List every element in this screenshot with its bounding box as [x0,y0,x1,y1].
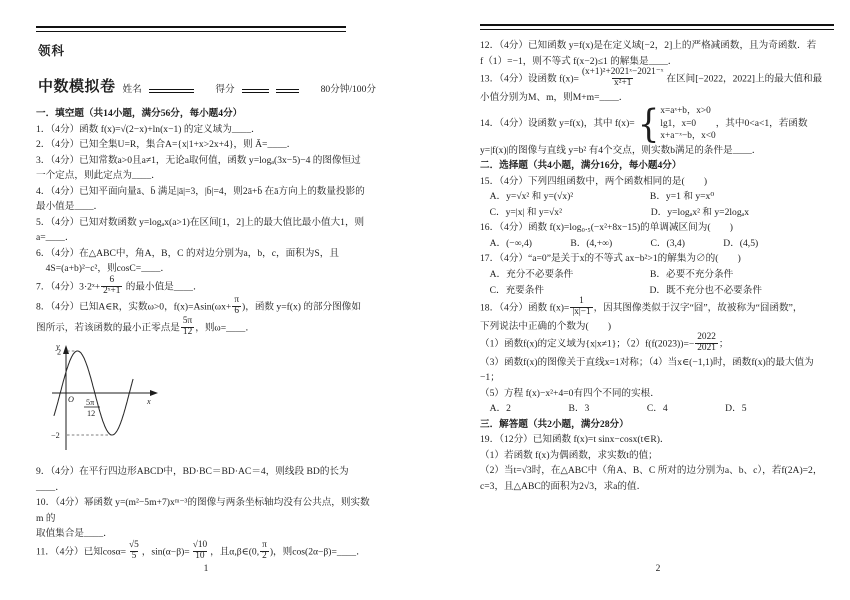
function-graph [50,343,166,455]
text-line: 6．（4分）在△ABC中，角A，B，C 的对边分别为a，b，c，面积为S，且 [36,247,339,259]
text-line: A．充分不必要条件 B．必要不充分条件 [480,268,734,280]
y-axis-label: y [56,343,60,352]
text-line: （2）当t=√3时，在△ABC中（角A、B、C 所对的边分别为a、b、c），若f(2A)=2， [480,465,823,477]
text-line: A．2 B．3 C．4 D．5 [480,403,747,415]
section-3-heading: 三．解答题（共2小题，满分28分） [480,418,629,430]
q14-prefix: 14．（4分）设函数 y=f(x)，其中 f(x)= [480,118,635,130]
question-14 [480,101,836,146]
text-line: （1）若函数 f(x)为偶函数，求实数t的值； [480,449,658,461]
y-max-label: 2 [57,347,62,357]
header-double-rule [480,24,834,30]
text-line: lg1，x=0 [660,118,697,129]
text-line: 17．（4分）“a=0”是关于x的不等式 ax−b²>1的解集为∅的( ) [480,253,741,265]
text-line: c=3，且△ABC的面积为2√3，求a的值． [480,480,647,492]
text-line: 8．（4分）已知A∈R，实数ω>0，f(x)=Asin(ωx+ $\frac{\pi}{6}$ )，函数 y=f(x) 的部分图像如 [36,295,361,317]
fraction: $\frac{√5}{5}$ [129,540,139,561]
exam-page-1 [36,26,376,574]
name-blank [149,88,194,93]
text-line: f（1）=−1，则不等式 f(x−2)≤1 的解集是____． [480,55,678,67]
text-line: 13．（4分）设函数 f(x)= $\frac{\text{(x+1)²+2021ˣ−2021⁻ˣ}}{\text{x²+1}}$ 在区间[−2022，2022]上的最大值和最 [480,67,823,88]
text-line: 图所示，若该函数的最小正零点是 $\frac{5\pi}{12}$ ，则ω=____． [36,315,255,337]
text-line: 1．（4分）函数 f(x)=√(2−x)+ln(x−1) 的定义域为____． [36,123,261,135]
questions-12-13 [480,38,836,105]
text-line: 10．（4分）幂函数 y=(m²−5m+7)xᵐ⁻³的图像与两条坐标轴均没有公共点，则实数m 的 [36,497,370,524]
text-line: 取值集合是____． [36,528,113,540]
q14-suffix: ，其中0<a<1，若函数 [715,118,808,130]
fraction: $\frac{\text{(x+1)²+2021ˣ−2021⁻ˣ}}{\text{x²+1}}$ [581,67,664,88]
text-line: x=aˣ+b，x>0 [660,106,711,117]
score-blank-1 [242,88,270,93]
questions-1-to-8 [36,122,376,339]
score-blank-2 [276,88,298,93]
exam-page-2 [480,24,836,574]
text-line: C．充要条件 D．既不充分也不必要条件 [480,284,762,296]
fraction: $\frac{6}{\text{2ˣ+1}}$ [103,274,121,296]
text-line: 15．（4分）下列四组函数中，两个函数相同的是( ) [480,175,708,187]
fraction: $\frac{√10}{10}$ [192,540,208,561]
text-line: 2．（4分）已知全集U=R，集合A={x|1+x>2x+4}，则 Ā=____． [36,139,297,151]
text-line: 小值分别为M、m，则M+m=____． [480,91,629,103]
text-line: 一个定点，则此定点为____． [36,170,161,182]
text-line: 11．（4分）已知cosα= $\frac{√5}{5}$ ，sin(α−β)= $\frac{√10}{10}$ ，且α,β∈(0, $\frac{\pi}{2}$ )，则cos(2α−β)=____． [36,540,366,561]
zero-numerator: 5π [86,398,95,408]
question-14-continued: y=|f(x)|的图像与直线 y=b² 有4个交点，则实数b满足的条件是____． [480,144,762,156]
header-double-rule [36,26,346,32]
fraction: $\frac{\pi}{6}$ [234,295,240,317]
score-label: 得分 [215,84,235,95]
question-8-figure [50,343,376,460]
questions-9-to-11 [36,464,376,562]
text-line: 3．（4分）已知常数a>0且a≠1，无论a取何值，函数 y=logₐ(3x−5)−4 的图像恒过 [36,154,361,166]
section-2-heading: 二．选择题（共4小题，满分16分，每小题4分） [480,160,682,172]
name-label: 姓名 [122,84,142,95]
text-line: 最小值是____． [36,201,104,213]
q14-cases [660,105,715,143]
text-line: 16．（4分）函数 f(x)=log₀.₅(−x²+8x−15)的单调减区间为( ) [480,222,733,234]
page-number-1: 1 [203,564,209,574]
question-19 [480,432,836,494]
text-line: −1； [480,372,500,384]
x-axis-label: x [147,397,151,407]
text-line: A．y=√x² 和 y=(√x)² B．y=1 和 y=x⁰ [480,191,715,203]
page-number-2: 2 [655,564,661,574]
text-line: （5）方程 f(x)−x²+4=0有四个不同的实根． [480,387,660,399]
text-line: 19．（12分）已知函数 f(x)=t sinx−cosx(t∈R)． [480,434,670,446]
y-axis-arrow [63,345,69,354]
text-line: 18．（4分）函数 f(x)= $\frac{1}{|x|-1}$ ，因其图像类似于汉字“囧”，故被称为“囧函数”， [480,296,803,317]
text-line: 下列说法中正确的个数为( ) [480,320,612,332]
text-line: 9．（4分）在平行四边形ABCD中，BD·BC＝BD·AC＝4，则线段 BD的长为____． [36,466,349,493]
text-line: A．(−∞,4) B．(4,+∞) C．(3,4) D．(4,5) [480,237,759,249]
fraction: $\frac{5\pi}{12}$ [182,315,193,337]
origin-label: O [68,395,74,405]
questions-15-to-18 [480,174,836,417]
duration-label: 80分钟/100分 [320,84,376,95]
zero-denominator: 12 [87,409,96,419]
section-1-heading: 一．填空题（共14小题，满分56分，每小题4分） [36,108,243,119]
school-brand: 领科 [38,44,66,58]
text-line: 4．（4分）已知平面向量ā、b̄ 满足|ā|=3，|b̄|=4，则2ā+b̄ 在ā方向上的数量投影的 [36,185,365,197]
text-line: 5．（4分）已知对数函数 y=logₐx(a>1)在区间[1，2]上的最大值比最小值大1，则 [36,216,365,228]
fraction: $\frac{1}{|x|-1}$ [572,296,591,317]
exam-title: 中数模拟卷 [38,79,116,95]
text-line: C．y=|x| 和 y=√x² D．y=logₐx² 和 y=2logₐx [480,206,750,218]
text-line: （3）函数f(x)的图像关于直线x=1对称；（4）当x∈(−1,1)时，函数f(x)的最大值为 [480,356,814,368]
x-axis-arrow [150,390,158,396]
y-min-label: −2 [51,431,60,441]
text-line: a=____． [36,232,75,244]
text-line: x+a⁻ˣ−b，x<0 [660,131,716,142]
text-line: 12．（4分）已知函数 y=f(x)是在定义域[−2，2]上的严格减函数，且为奇函数．若 [480,40,817,51]
piecewise-brace: { [637,101,660,146]
fraction: $\frac{2022}{2021}$ [697,332,716,353]
text-line: （1）函数f(x)的定义域为{x|x≠1}；（2）f(f(2023))=− $\frac{2022}{2021}$ ； [480,332,729,353]
title-row [38,75,376,96]
text-line: 4S=(a+b)²−c²，则cosC=____． [36,263,170,275]
fraction: $\frac{\pi}{2}$ [262,540,267,561]
text-line: 7．（4分）3·2ˣ+ $\frac{6}{\text{2ˣ+1}}$ 的最小值是____． [36,274,203,296]
